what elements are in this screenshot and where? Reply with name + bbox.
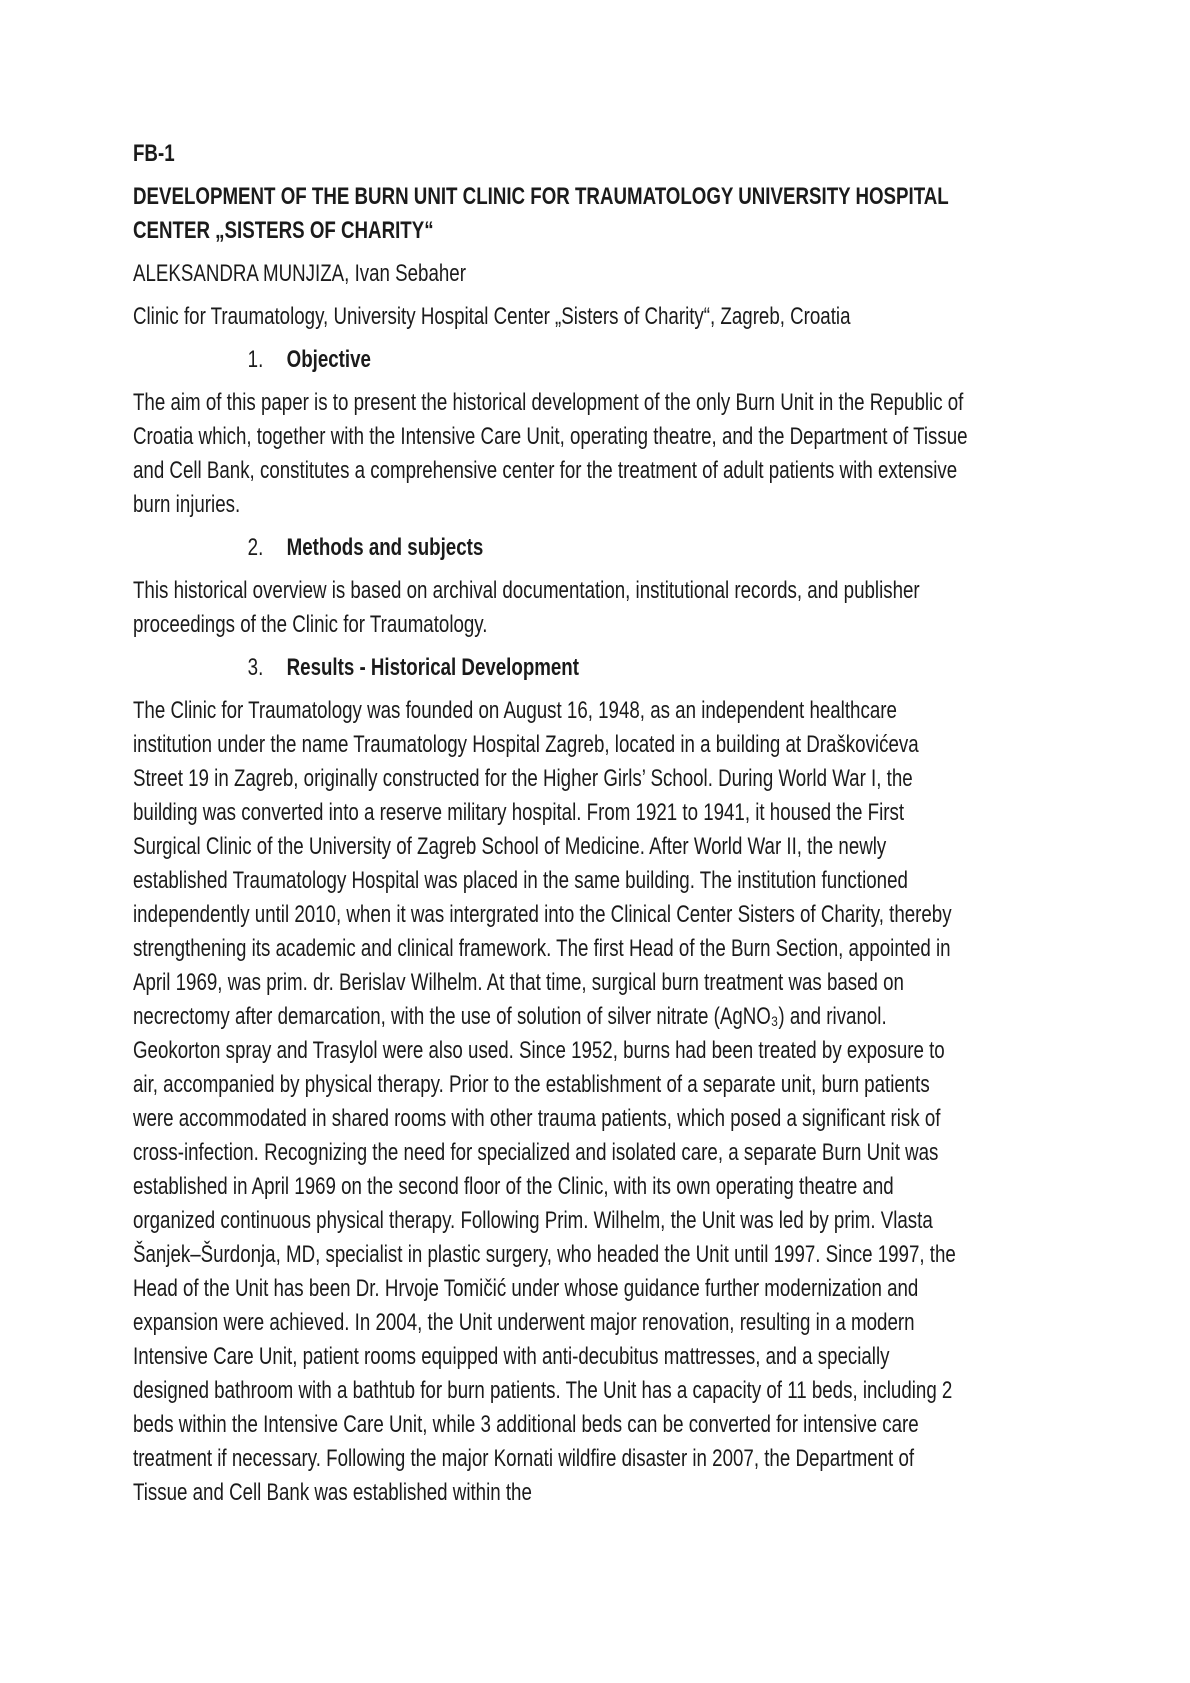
section-heading-results [133, 651, 968, 685]
section-paragraph-objective: The aim of this paper is to present the historical development of the only Burn Unit in the Republic of Croatia which, together with the Intensive Care Unit, operating theatre, and the Department of Tissue and Cell Bank, constitutes a comprehensive center for the treatment of adult patients with extensive burn injuries. [133, 389, 968, 518]
section-title: Results - Historical Development [286, 654, 579, 681]
section-number: 3. [247, 654, 264, 681]
authors-line: ALEKSANDRA MUNJIZA, Ivan Sebaher [133, 260, 466, 287]
section-title: Methods and subjects [286, 534, 484, 561]
section-paragraph-results: The Clinic for Traumatology was founded on August 16, 1948, as an independent healthcare institution under the name Traumatology Hospital Zagreb, located in a building at Draškovićeva Street 19 in Zagreb, originally constructed for the Higher Girls’ School. During World War I, the building was converted into a reserve military hospital. From 1921 to 1941, it housed the First Surgical Clinic of the University of Zagreb School of Medicine. After World War II, the newly established Traumatology Hospital was placed in the same building. The institution functioned independently until 2010, when it was intergrated into the Clinical Center Sisters of Charity, thereby strengthening its academic and clinical framework. The first Head of the Burn Section, appointed in April 1969, was prim. dr. Berislav Wilhelm. At that time, surgical burn treatment was based on necrectomy after demarcation, with the use of solution of silver nitrate (AgNO₃) and rivanol. Geokorton spray and Trasylol were also used. Since 1952, burns had been treated by exposure to air, accompanied by physical therapy. Prior to the establishment of a separate unit, burn patients were accommodated in shared rooms with other trauma patients, which posed a significant risk of cross-infection. Recognizing the need for specialized and isolated care, a separate Burn Unit was established in April 1969 on the second floor of the Clinic, with its own operating theatre and organized continuous physical therapy. Following Prim. Wilhelm, the Unit was led by prim. Vlasta Šanjek–Šurdonja, MD, specialist in plastic surgery, who headed the Unit until 1997. Since 1997, the Head of the Unit has been Dr. Hrvoje Tomičić under whose guidance further modernization and expansion were achieved. In 2004, the Unit underwent major renovation, resulting in a modern Intensive Care Unit, patient rooms equipped with anti-decubitus mattresses, and a specially designed bathroom with a bathtub for burn patients. The Unit has a capacity of 11 beds, including 2 beds within the Intensive Care Unit, while 3 additional beds can be converted for intensive care treatment if necessary. Following the major Kornati wildfire disaster in 2007, the Department of Tissue and Cell Bank was established within the [133, 697, 956, 1506]
document-content [133, 137, 968, 1519]
paper-title: DEVELOPMENT OF THE BURN UNIT CLINIC FOR TRAUMATOLOGY UNIVERSITY HOSPITAL CENTER „SISTERS OF CHARITY“ [133, 183, 949, 244]
section-heading-methods [133, 531, 968, 565]
section-heading-objective [133, 343, 968, 377]
section-title: Objective [286, 346, 371, 373]
affiliation-line: Clinic for Traumatology, University Hospital Center „Sisters of Charity“, Zagreb, Croatia [133, 303, 851, 330]
section-number: 2. [247, 534, 264, 561]
section-number: 1. [247, 346, 264, 373]
paper-code: FB-1 [133, 140, 175, 167]
section-paragraph-methods: This historical overview is based on archival documentation, institutional records, and publisher proceedings of the Clinic for Traumatology. [133, 577, 920, 638]
